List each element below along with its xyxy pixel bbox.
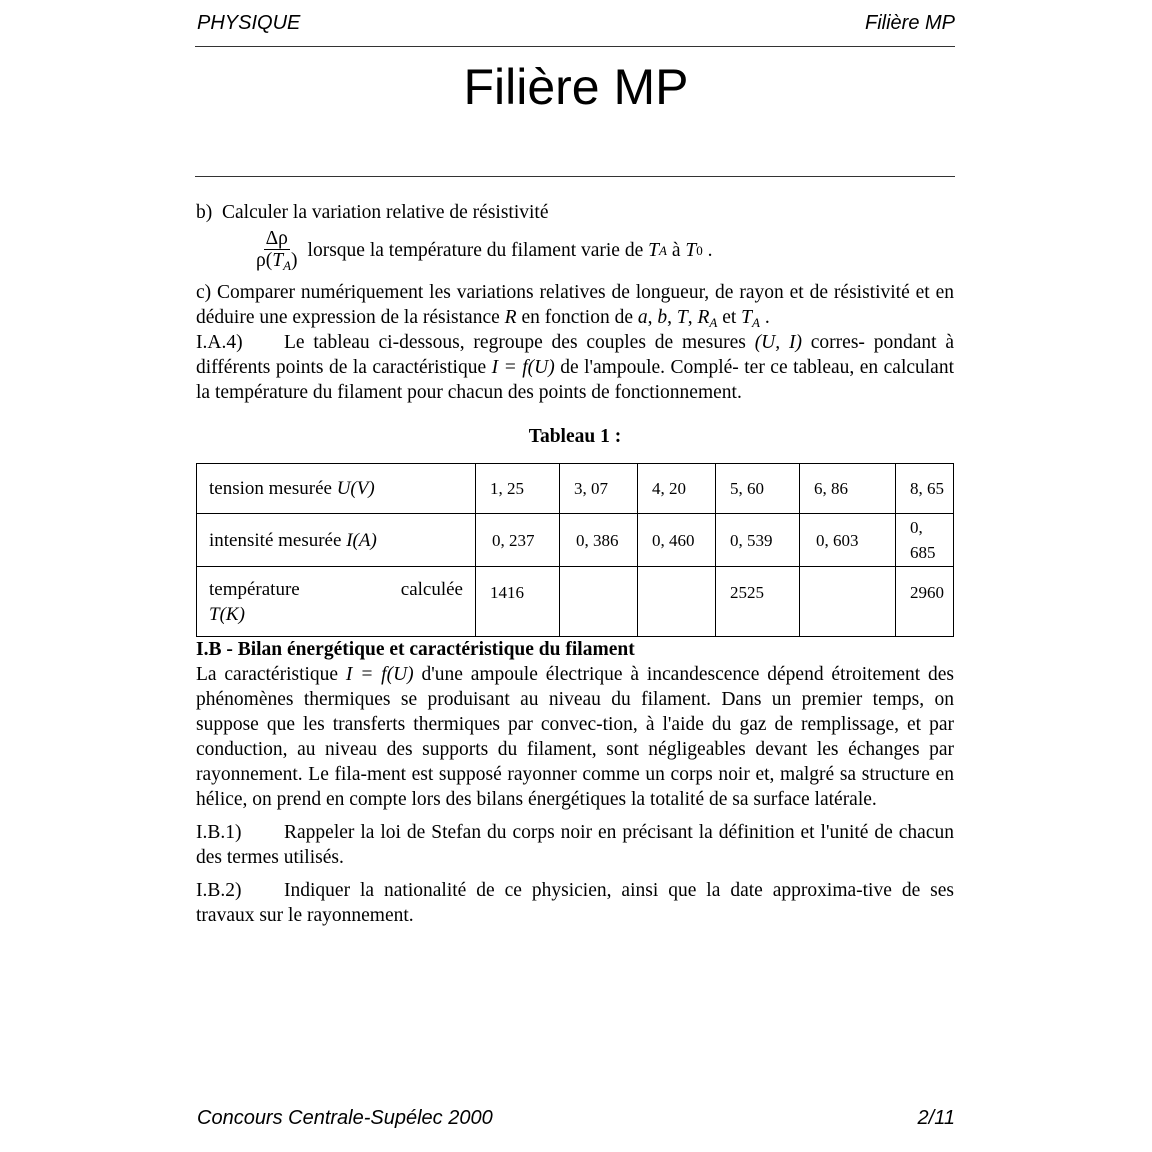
row-label-b: calculée <box>400 578 463 600</box>
table-cell: 0, 603 <box>800 514 896 567</box>
table-cell: 2525 <box>716 567 800 637</box>
question-IB1-label: I.B.1) <box>196 822 242 843</box>
spacer <box>196 812 954 820</box>
var-TA-sub: A <box>752 315 760 330</box>
running-header-subject: PHYSIQUE <box>197 12 301 34</box>
question-IB2-label: I.B.2) <box>196 880 242 901</box>
table-cell <box>800 567 896 637</box>
ia4-text6: de fonctionnement. <box>591 382 742 403</box>
table-cell: 1, 25 <box>476 464 560 514</box>
word-et: et <box>722 307 737 328</box>
question-IA4 <box>196 330 954 405</box>
table-cell: 6, 86 <box>800 464 896 514</box>
var-R: R <box>504 307 517 328</box>
ib-p1-rest: étroitement des phénomènes thermiques se produisant au niveau du filament. Dans un premier temps, on suppose que les transferts thermiques par convec-tion, à l'aide du gaz de remplissage, et par conduction, au niveau des supports du filament, sont négligeables devant les échanges par rayonnement. Le fila-ment est supposé rayonner comme un corps noir et, malgré sa structure en hélice, on prend en compte lors des bilans énergétiques la totalité de sa surface latérale. <box>196 664 955 810</box>
row-unit: T(K) <box>209 603 245 625</box>
from-var: T <box>648 240 659 261</box>
part-c-end: . <box>764 307 770 328</box>
ia4-text3: pondant à différents points de la caractéristique <box>196 332 955 378</box>
question-IB2-text: Indiquer la nationalité de ce physicien, ainsi que la date approxima-tive de ses travaux sur le rayonnement. <box>196 880 954 926</box>
comma: , <box>647 307 653 328</box>
table-cell: 0, 685 <box>896 514 954 567</box>
table-cell <box>638 567 716 637</box>
row-label-a: température <box>209 578 300 600</box>
question-IB1-text: Rappeler la loi de Stefan du corps noir en précisant la définition et l'unité de chacun des termes utilisés. <box>196 822 954 868</box>
ia4-text2: corres- <box>810 332 865 353</box>
den-post: ) <box>291 250 298 271</box>
spacer <box>196 870 954 878</box>
row-label-text: intensité mesurée <box>209 529 342 551</box>
den-pre: ρ( <box>256 250 273 271</box>
table-cell: 1416 <box>476 567 560 637</box>
table-cell: 3, 07 <box>560 464 638 514</box>
table-row <box>197 464 954 514</box>
row-label-line <box>209 577 463 602</box>
part-b-question <box>196 200 954 225</box>
section-IB-title: I.B - Bilan énergétique et caractéristique du filament <box>196 639 635 660</box>
part-c-question: c) Comparer numériquement les variations relatives de longueur, de rayon et de résistivité et en déduire une expression de la résistance R en fonction de a, b, T, $R_A$ et $T_A$ . <box>196 282 955 330</box>
row-label <box>197 567 476 637</box>
resistivity-fraction <box>256 229 298 272</box>
table-cell: 0, 386 <box>560 514 638 567</box>
row-unit: U(V) <box>336 478 375 499</box>
measurement-table <box>196 463 954 637</box>
page-title: Filière MP <box>463 59 689 115</box>
row-label <box>197 464 476 514</box>
var-a: a <box>637 307 648 328</box>
part-b-formula: $\frac{\Delta\rho}{\rho(T_A)}$ lorsque la température du filament varie de T A à T 0 . <box>256 228 713 273</box>
table-cell: 4, 20 <box>638 464 716 514</box>
den-sub: A <box>283 258 292 273</box>
ia4-couple: (U, I) <box>754 332 802 353</box>
fraction-numerator: Δρ <box>265 228 288 249</box>
ib-p1-a: La caractéristique <box>196 664 339 685</box>
row-label-text: tension mesurée <box>209 478 332 499</box>
footer-source: Concours Centrale-Supélec 2000 <box>197 1107 493 1129</box>
to-word: à <box>671 240 681 261</box>
row-label <box>197 514 476 567</box>
table-cell: 0, 460 <box>638 514 716 567</box>
running-header-track: Filière MP <box>864 12 955 34</box>
part-b-line: lorsque la température du filament varie de <box>307 240 644 261</box>
var-RA: R <box>697 307 710 328</box>
var-b: b <box>657 307 668 328</box>
page-number: 2/11 <box>917 1107 955 1129</box>
part-c-line2b: en fonction de <box>521 307 633 328</box>
ib-p1-b: d'une ampoule électrique à incandescence dépend <box>421 664 824 685</box>
question-IB2 <box>196 878 954 928</box>
part-b-text: Calculer la variation relative de résistivité <box>222 202 549 223</box>
part-b-end: . <box>707 240 713 261</box>
ia4-eq: I = f(U) <box>491 357 555 378</box>
ia4-text1: Le tableau ci-dessous, regroupe des couples de mesures <box>284 332 746 353</box>
header-rule <box>195 46 955 47</box>
var-T: T <box>676 307 688 328</box>
to-var: T <box>685 240 697 261</box>
table-cell: 8, 65 <box>896 464 954 514</box>
table-row <box>197 514 954 567</box>
part-b-label: b) <box>196 202 213 223</box>
table-cell: 0, 539 <box>716 514 800 567</box>
var-TA: T <box>741 307 753 328</box>
ia4-text4: de l'ampoule. Complé- <box>560 357 739 378</box>
table-row <box>197 567 954 637</box>
question-IA4-label: I.A.4) <box>196 332 243 353</box>
part-c-line1: c) Comparer numériquement les variations relatives de longueur, de rayon et <box>196 282 804 303</box>
part-c-line2: de résistivité et en déduire une expression de la résistance <box>196 282 955 328</box>
den-var: T <box>272 250 284 271</box>
table-cell: 2960 <box>896 567 954 637</box>
table-cell <box>560 567 638 637</box>
table-cell: 5, 60 <box>716 464 800 514</box>
ib-p1-eq: I = f(U) <box>345 664 414 685</box>
table-cell: 0, 237 <box>476 514 560 567</box>
page-body <box>196 200 954 928</box>
var-RA-sub: A <box>709 315 718 330</box>
fraction-denominator <box>256 250 298 272</box>
ia4-text5: ter ce tableau, en calculant la température du filament pour chacun des points <box>196 357 955 403</box>
row-unit: I(A) <box>346 529 377 551</box>
section-IB-paragraph <box>196 662 954 812</box>
table-title: Tableau 1 : <box>528 426 622 447</box>
title-rule <box>195 176 955 177</box>
question-IB1 <box>196 820 954 870</box>
